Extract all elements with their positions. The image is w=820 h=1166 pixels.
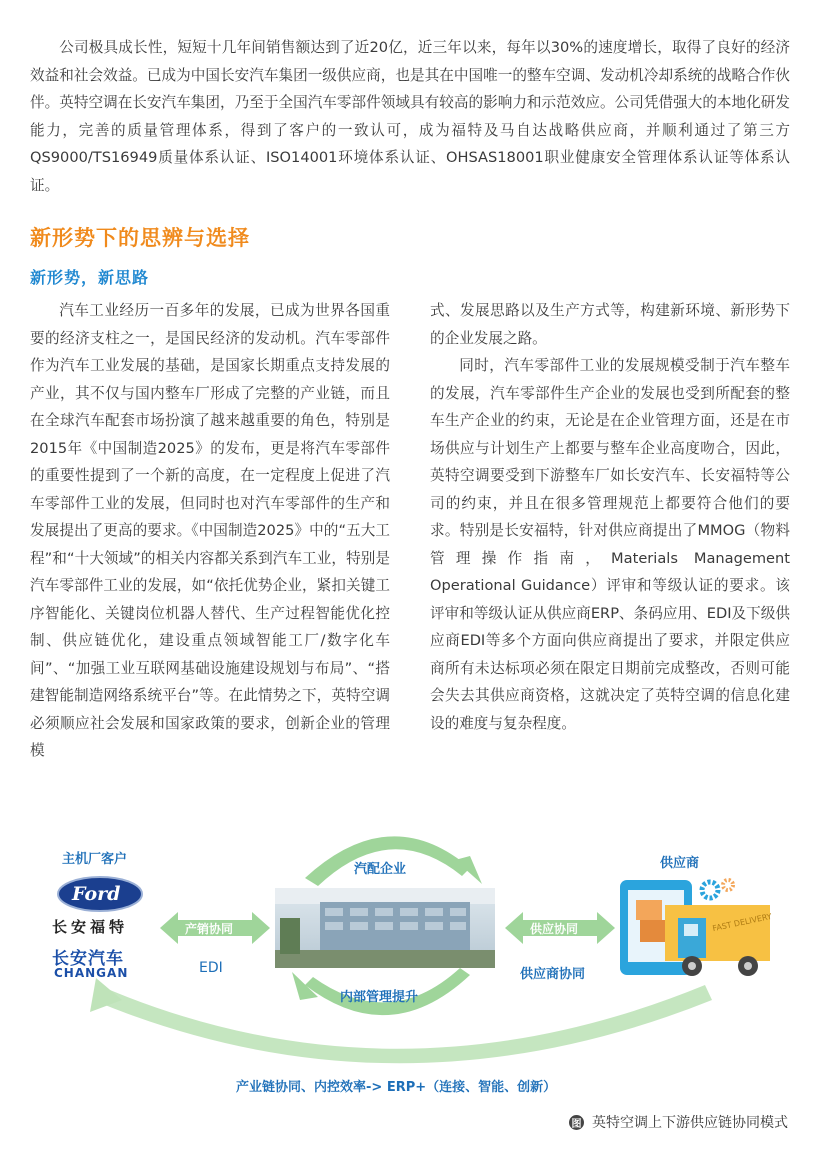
supplier-label: 供应商: [660, 856, 700, 871]
intro-paragraph: 公司极具成长性，短短十几年间销售额达到了近20亿，近三年以来，每年以30%的速度增长，取得了良好的经济效益和社会效益。已成为中国长安汽车集团一级供应商，也是其在中国唯一的整车空调、发动机冷却系统的战略合作伙伴。英特空调在长安汽车集团，乃至于全国汽车零部件领域具有较高的影响力和示范效应。公司凭借强大的本地化研发能力，完善的质量管理体系，得到了客户的一致认可，成为福特及马自达战略供应商，并顺利通过了第三方QS9000/TS16949质量体系认证、ISO14001环境体系认证、OHSAS18001职业健康安全管理体系认证等体系认证。: [30, 39, 790, 194]
ford-logo-text: Ford: [72, 883, 121, 905]
left-paragraph: 汽车工业经历一百多年的发展，已成为世界各国重要的经济支柱之一，是国民经济的发动机。汽车零部件作为汽车工业发展的基础，是国家长期重点支持发展的产业，其不仅与国内整车厂形成了完整的产业链，而且在全球汽车配套市场扮演了越来越重要的角色，特别是2015年《中国制造2025》的发布，更是将汽车零部件的重要性提到了一个新的高度，在一定程度上促进了汽车零部件工业的发展，但同时也对汽车零部件的生产和发展提出了更高的要求。《中国制造2025》中的“五大工程”和“十大领域”的相关内容都关系到汽车工业，特别是汽车零部件工业的发展，如“依托优势企业，紧扣关键工序智能化、关键岗位机器人替代、生产过程智能优化控制、供应链优化，建设重点领域智能工厂/数字化车间”、“加强工业互联网基础设施建设规划与布局”、“搭建智能制造网络系统平台”等。在此情势之下，英特空调必须顺应社会发展和国家政策的要求，创新企业的管理模: [30, 302, 390, 759]
sales-coop-label: 产销协同: [185, 922, 234, 936]
customer-label: 主机厂客户: [62, 852, 128, 867]
edi-label: EDI: [199, 960, 223, 976]
industry-chain-text: 产业链协同、内控效率-> ERP+（连接、智能、创新）: [236, 1080, 557, 1095]
right-paragraph: 同时，汽车零部件工业的发展规模受制于汽车整车的发展，汽车零部件生产企业的发展也受到所配套的整车生产企业的约束，无论是在企业管理方面，还是在市场供应与计划生产上都要与整车企业高度吻合，因此，英特空调要受到下游整车厂如长安汽车、长安福特等公司的约束，并且在很多管理规范上都要符合他们的要求。特别是长安福特，针对供应商提出了MMOG（物料管理操作指南，Materials Management Operational Guidance）评审和等级认证的要求。该评审和等级认证从供应商ERP、条码应用、EDI及下级供应商EDI等多个方面向供应商提出了要求，并限定供应商所有未达标项必须在限定日期前完成整改，否则可能会失去其供应商资格，这就决定了英特空调的信息化建设的难度与复杂程度。: [430, 357, 790, 732]
fast-delivery-text: FAST DELIVERY: [711, 911, 773, 934]
figure-badge-icon: 图: [569, 1115, 584, 1130]
figure-caption-text: 英特空调上下游供应链协同模式: [592, 1115, 788, 1131]
right-paragraph-continued: 式、发展思路以及生产方式等，构建新环境、新形势下的企业发展之路。: [430, 302, 790, 347]
changan-cn-logo: 长安汽车: [52, 949, 124, 969]
supplier-coop-label: 供应商协同: [520, 967, 586, 982]
figure-caption: [569, 1112, 788, 1132]
gear-icon-small: [723, 880, 733, 890]
supply-coop-label: 供应协同: [530, 922, 579, 936]
section-heading: 新形势下的思辨与选择: [30, 226, 250, 250]
gear-icon: [702, 882, 718, 898]
changan-ford-text: 长安福特: [52, 918, 129, 936]
changan-en-logo: CHANGAN: [54, 966, 129, 980]
internal-management-label: 内部管理提升: [340, 990, 419, 1005]
auto-parts-enterprise-label: 汽配企业: [354, 862, 407, 877]
section-subheading: 新形势，新思路: [30, 268, 150, 287]
